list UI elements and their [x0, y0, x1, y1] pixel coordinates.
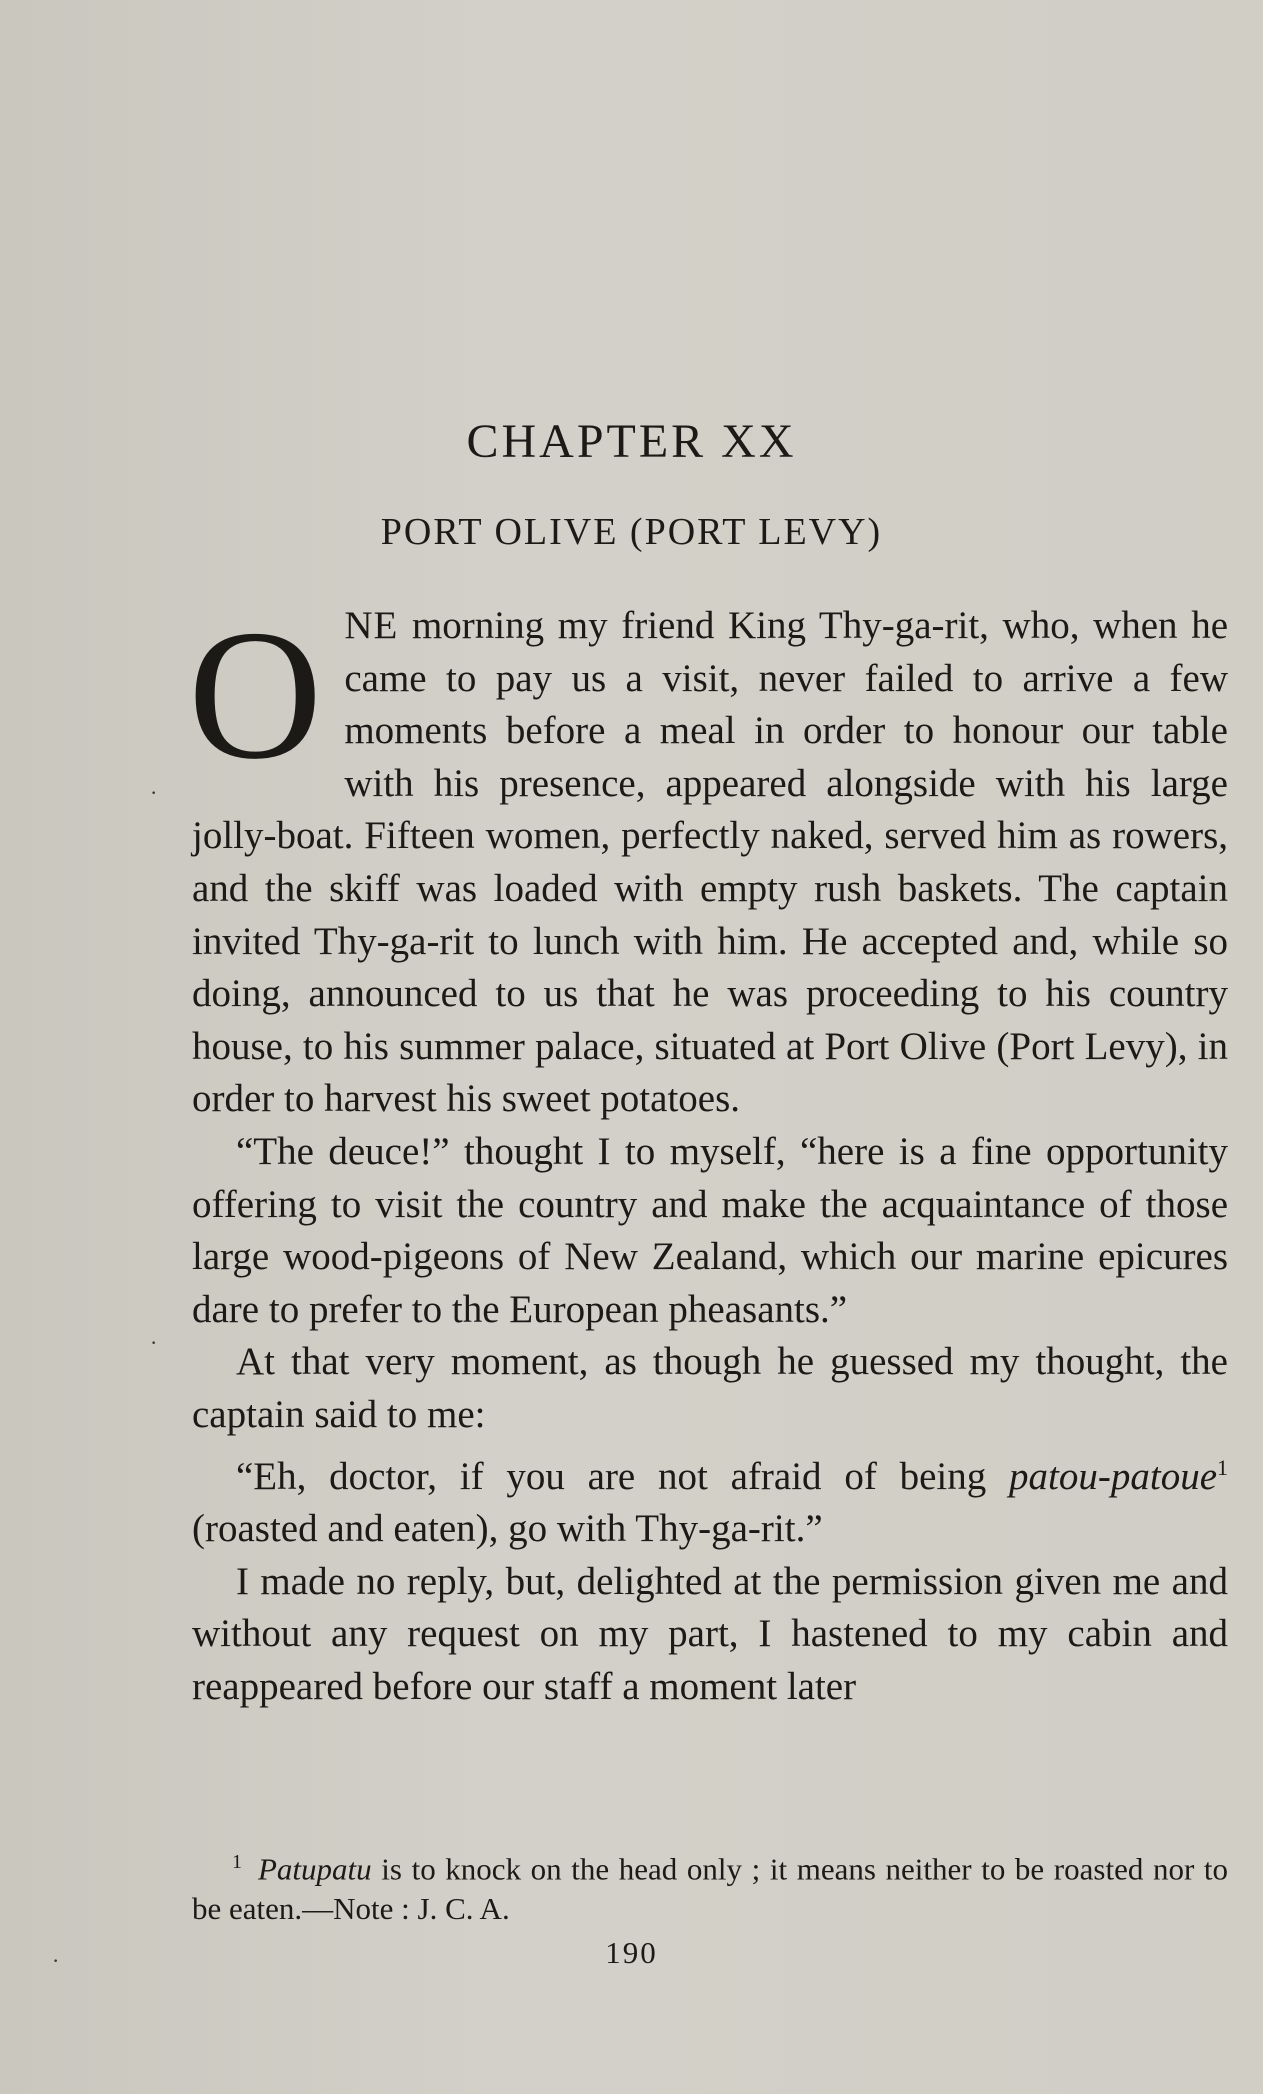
margin-dot: · [150, 780, 158, 805]
paragraph-1 [188, 592, 1228, 1126]
footnote [192, 1842, 1228, 1929]
paragraph-5: I made no reply, but, delighted at the permission given me and without any request on my part, I hastened to my cabin and reappeared before our staff a moment later [192, 1559, 1228, 1708]
page-number: 190 [605, 1935, 658, 1970]
chapter-title: PORT OLIVE (PORT LEVY) [380, 511, 883, 553]
paragraph-4-end: (roasted and eaten), go with Thy-ga-rit.” [192, 1507, 823, 1551]
italic-term: patou-patoue [1009, 1454, 1217, 1498]
footnote-term: Patupatu [258, 1851, 372, 1887]
footnote-number: 1 [232, 1851, 242, 1873]
paragraph-2: “The deuce!” thought I to myself, “here is a fine opportunity offering to visit the country and make the acquaintance of those large wood-pigeons of New Zealand, which our marine epicures dare to prefer to the European pheasants.” [192, 1129, 1228, 1331]
drop-cap: O [188, 592, 323, 798]
margin-speck: · [52, 1948, 60, 1973]
paragraph-4 [192, 1442, 1228, 1556]
paragraph-1-text: morning my friend King Thy-ga-rit, who, when he came to pay us a visit, never failed to arrive a few moments before a meal in order to honour our table with his presence, appeared alongside with his large jolly-boat. Fifteen women, perfectly naked, served him as rowers, and the skiff was loaded with empty rush baskets. The captain invited Thy-ga-rit to lunch with him. He accepted and, while so doing, announced to us that he was proceeding to his country house, to his summer palace, situated at Port Olive (Port Levy), in order to harvest his sweet potatoes. [192, 604, 1228, 1121]
chapter-heading: CHAPTER XX [466, 415, 797, 468]
paragraph-4-start: “Eh, doctor, if you are not afraid of being [236, 1454, 1010, 1498]
lead-word: NE [344, 604, 399, 647]
body-text [188, 592, 1228, 1713]
footnote-ref: 1 [1217, 1454, 1228, 1480]
paragraph-3: At that very moment, as though he guessed my thought, the captain said to me: [192, 1340, 1228, 1436]
footnote-text: is to knock on the head only ; it means neither to be roasted nor to be eaten.—Note : J. C. A. [192, 1851, 1228, 1927]
margin-dot: · [150, 1330, 158, 1355]
